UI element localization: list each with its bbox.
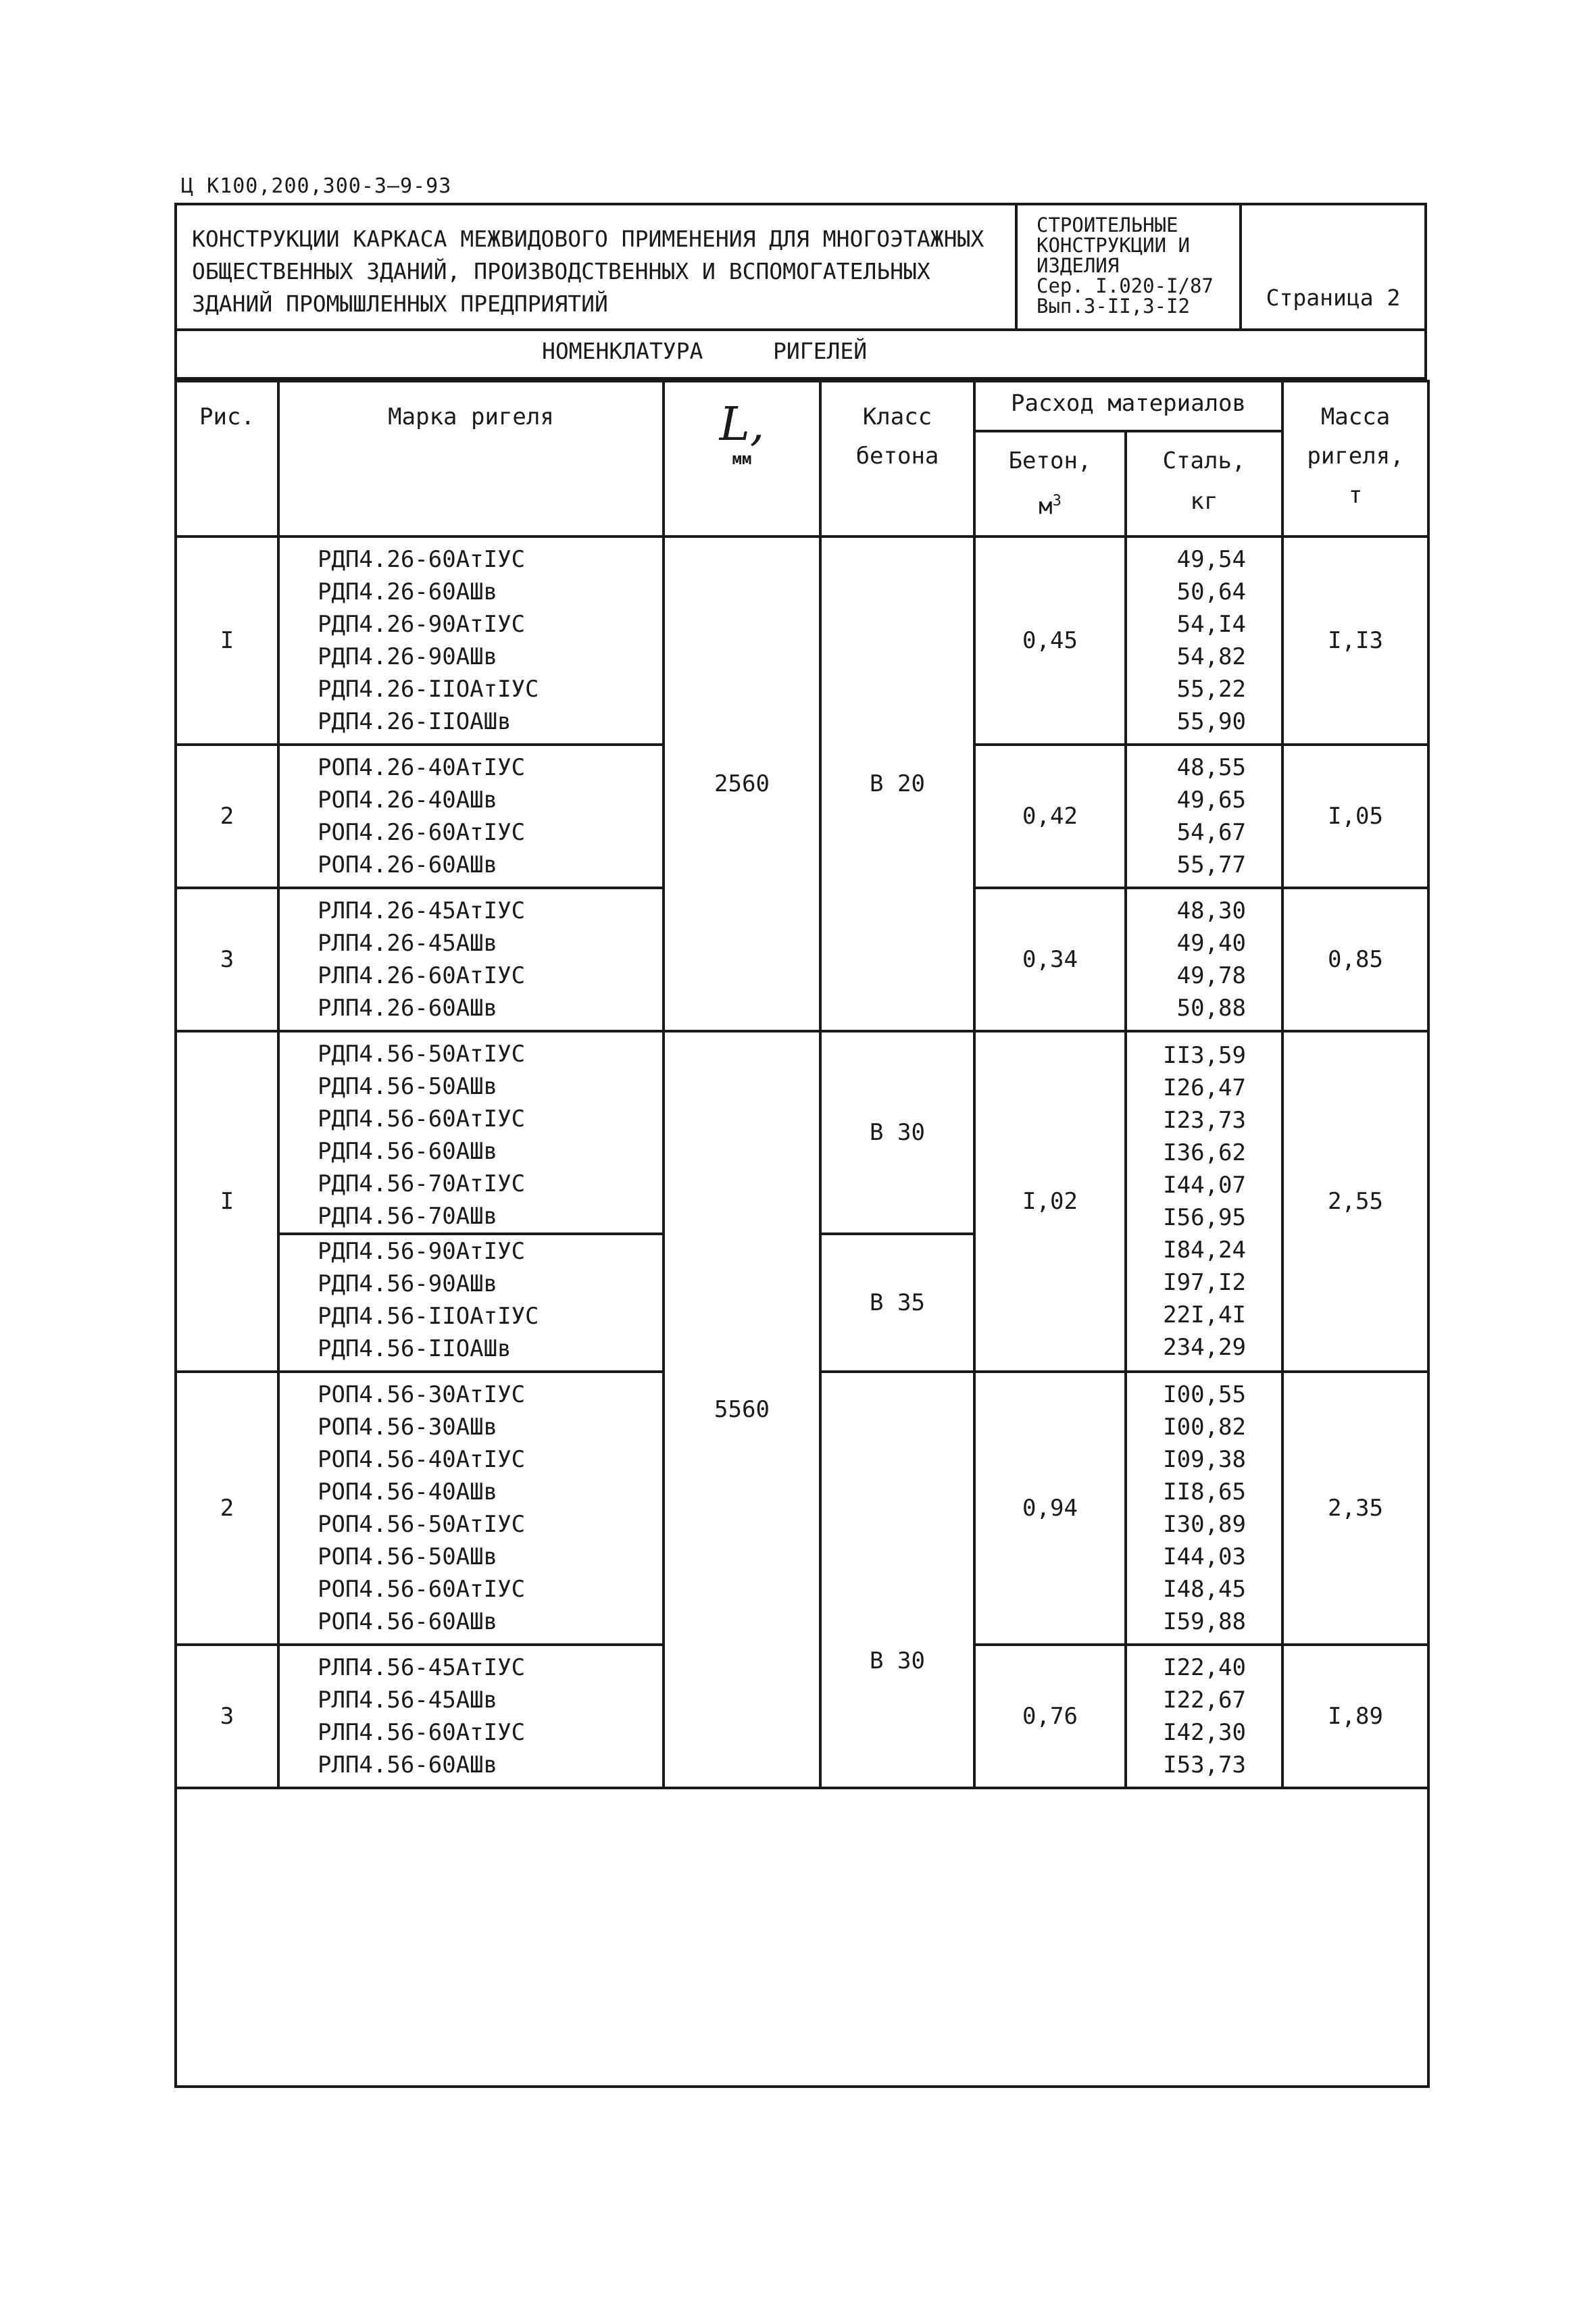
col-header-mass: [1282, 381, 1428, 537]
concrete-volume-cell: 0,45: [974, 537, 1126, 745]
mark-item: РОП4.56-60АтIУС: [318, 1576, 526, 1603]
mark-item: РДП4.26-60АШв: [318, 578, 498, 605]
steel-value: 54,82: [1176, 643, 1246, 670]
mark-item: РОП4.26-60АШв: [318, 851, 498, 878]
concrete-class-cell: В 30: [820, 1372, 974, 1788]
header-text: 3: [1052, 493, 1062, 509]
concrete-class-cell: В 30: [820, 1031, 974, 1234]
mark-item: РДП4.26-60АтIУС: [318, 546, 526, 573]
fig-cell: I: [176, 1031, 278, 1372]
empty-area: [176, 1788, 1428, 2087]
marks-cell: [278, 537, 664, 745]
title-line: КОНСТРУКЦИИ КАРКАСА МЕЖВИДОВОГО ПРИМЕНЕНИЯ ДЛЯ МНОГОЭТАЖНЫХ: [192, 226, 984, 252]
mark-item: РОП4.56-30АтIУС: [318, 1381, 526, 1408]
page-number: Страница 2: [1239, 205, 1424, 328]
steel-value: I09,38: [1163, 1446, 1246, 1473]
mark-item: РЛП4.26-45АтIУС: [318, 897, 526, 924]
concrete-volume-cell: 0,94: [974, 1372, 1126, 1645]
concrete-volume-cell: 0,42: [974, 745, 1126, 888]
mass-cell: I,I3: [1282, 537, 1428, 745]
fig-cell: 3: [176, 888, 278, 1031]
steel-value: I97,I2: [1163, 1269, 1246, 1296]
mark-item: РДП4.56-70АШв: [318, 1203, 498, 1230]
section-title-word: НОМЕНКЛАТУРА: [542, 338, 703, 364]
steel-value: I48,45: [1163, 1576, 1246, 1603]
mark-item: РДП4.56-70АтIУС: [318, 1170, 526, 1197]
steel-value: 50,88: [1176, 995, 1246, 1022]
header-text: Масса: [1320, 403, 1391, 430]
steel-value: 49,54: [1176, 546, 1246, 573]
series-line: Сер. I.020-I/87: [1037, 274, 1214, 297]
steel-value: 50,64: [1176, 578, 1246, 605]
steel-value: I00,82: [1163, 1414, 1246, 1441]
steel-value: I22,67: [1163, 1687, 1246, 1714]
col-header-mark: Марка ригеля: [278, 381, 664, 537]
length-cell: 5560: [664, 1031, 820, 1788]
steel-cell: [1126, 745, 1282, 888]
mark-item: РОП4.56-50АШв: [318, 1543, 498, 1570]
header-text: т: [1348, 482, 1363, 509]
steel-value: II8,65: [1163, 1478, 1246, 1505]
mark-item: РЛП4.56-45АШв: [318, 1687, 498, 1714]
title-line: ОБЩЕСТВЕННЫХ ЗДАНИЙ, ПРОИЗВОДСТВЕННЫХ И ВСПОМОГАТЕЛЬНЫХ: [192, 258, 930, 284]
mark-item: РДП4.26-IIОАШв: [318, 708, 512, 735]
length-unit: мм: [732, 449, 752, 468]
steel-value: 55,77: [1176, 851, 1246, 878]
mass-cell: I,89: [1282, 1645, 1428, 1788]
mark-item: РДП4.56-50АШв: [318, 1073, 498, 1100]
series-line: КОНСТРУКЦИИ И: [1037, 234, 1190, 257]
title-line: ЗДАНИЙ ПРОМЫШЛЕННЫХ ПРЕДПРИЯТИЙ: [192, 291, 608, 317]
mark-item: РОП4.26-40АтIУС: [318, 754, 526, 781]
mark-item: РОП4.56-30АШв: [318, 1414, 498, 1441]
document-code: Ц К100,200,300-3—9-93: [181, 174, 452, 198]
mark-item: РДП4.56-IIОАтIУС: [318, 1303, 539, 1330]
col-header-fig: Рис.: [176, 381, 278, 537]
mark-item: РОП4.56-50АтIУС: [318, 1511, 526, 1538]
marks-cell: [278, 1234, 664, 1372]
steel-value: 48,30: [1176, 897, 1246, 924]
mark-item: РДП4.56-90АШв: [318, 1270, 498, 1297]
series-line: ИЗДЕЛИЯ: [1037, 254, 1120, 277]
mark-item: РЛП4.26-60АтIУС: [318, 962, 526, 989]
steel-value: I22,40: [1163, 1654, 1246, 1681]
mass-cell: 0,85: [1282, 888, 1428, 1031]
mark-item: РЛП4.56-45АтIУС: [318, 1654, 526, 1681]
marks-cell: [278, 1645, 664, 1788]
mark-item: РЛП4.56-60АШв: [318, 1751, 498, 1778]
mass-cell: I,05: [1282, 745, 1428, 888]
steel-value: I26,47: [1163, 1074, 1246, 1101]
table-row: [176, 1031, 1428, 1234]
mark-item: РДП4.26-90АШв: [318, 643, 498, 670]
steel-value: 22I,4I: [1163, 1301, 1246, 1328]
concrete-volume-cell: 0,34: [974, 888, 1126, 1031]
steel-value: 234,29: [1163, 1334, 1246, 1361]
steel-value: 49,65: [1176, 787, 1246, 814]
marks-cell: [278, 745, 664, 888]
concrete-volume-cell: 0,76: [974, 1645, 1126, 1788]
steel-value: I36,62: [1163, 1139, 1246, 1166]
col-header-materials: Расход материалов: [974, 381, 1282, 431]
steel-value: I56,95: [1163, 1204, 1246, 1231]
concrete-volume-cell: I,02: [974, 1031, 1126, 1372]
marks-cell: [278, 1372, 664, 1645]
steel-value: II3,59: [1163, 1042, 1246, 1069]
steel-value: I59,88: [1163, 1608, 1246, 1635]
fig-cell: 3: [176, 1645, 278, 1788]
steel-value: 55,90: [1176, 708, 1246, 735]
mark-item: РОП4.56-40АтIУС: [318, 1446, 526, 1473]
mark-item: РДП4.26-IIОАтIУС: [318, 676, 539, 703]
table-header-row: [176, 381, 1428, 431]
mass-cell: 2,55: [1282, 1031, 1428, 1372]
header-text: м: [1039, 493, 1053, 520]
col-header-concrete-class: [820, 381, 974, 537]
fig-cell: 2: [176, 745, 278, 888]
mark-item: РОП4.56-60АШв: [318, 1608, 498, 1635]
steel-value: I84,24: [1163, 1237, 1246, 1264]
series-line: Вып.3-II,3-I2: [1037, 295, 1190, 318]
steel-cell: [1126, 1031, 1282, 1372]
concrete-class-cell: В 35: [820, 1234, 974, 1372]
steel-cell: [1126, 1645, 1282, 1788]
mark-item: РОП4.56-40АШв: [318, 1478, 498, 1505]
nomenclature-table: [174, 380, 1430, 2088]
series-block: [1015, 205, 1239, 328]
mark-item: РЛП4.56-60АтIУС: [318, 1719, 526, 1746]
col-header-concrete-volume: [974, 431, 1126, 537]
steel-value: I30,89: [1163, 1511, 1246, 1538]
steel-value: 55,22: [1176, 676, 1246, 703]
length-symbol: L,: [719, 398, 765, 451]
col-header-steel: [1126, 431, 1282, 537]
steel-value: 54,I4: [1176, 611, 1246, 638]
steel-cell: [1126, 537, 1282, 745]
col-header-length: [664, 381, 820, 537]
header-text: Сталь,: [1162, 447, 1246, 474]
mark-item: РДП4.26-90АтIУС: [318, 611, 526, 638]
steel-value: I00,55: [1163, 1381, 1246, 1408]
mark-item: РДП4.56-60АШв: [318, 1138, 498, 1165]
mark-item: РДП4.56-60АтIУС: [318, 1105, 526, 1132]
mark-item: РДП4.56-90АтIУС: [318, 1238, 526, 1265]
section-title-word: РИГЕЛЕЙ: [773, 338, 868, 364]
table-row: [176, 537, 1428, 745]
steel-value: 49,40: [1176, 930, 1246, 957]
steel-value: 49,78: [1176, 962, 1246, 989]
steel-value: I44,07: [1163, 1172, 1246, 1199]
header-text: Бетон,: [1008, 447, 1092, 474]
section-title: [174, 328, 1427, 380]
mark-item: РЛП4.26-45АШв: [318, 930, 498, 957]
steel-value: I23,73: [1163, 1107, 1246, 1134]
mark-item: РОП4.26-60АтIУС: [318, 819, 526, 846]
header-text: Класс: [862, 403, 932, 430]
marks-cell: [278, 1031, 664, 1234]
steel-value: I44,03: [1163, 1543, 1246, 1570]
steel-value: 48,55: [1176, 754, 1246, 781]
document-title: [177, 205, 1015, 328]
fig-cell: 2: [176, 1372, 278, 1645]
header-text: кг: [1190, 488, 1218, 515]
concrete-class-cell: В 20: [820, 537, 974, 1031]
empty-area-row: [176, 1788, 1428, 2087]
header-text: бетона: [855, 443, 939, 470]
fig-cell: I: [176, 537, 278, 745]
mark-item: РДП4.56-IIОАШв: [318, 1335, 512, 1362]
marks-cell: [278, 888, 664, 1031]
steel-cell: [1126, 1372, 1282, 1645]
steel-value: 54,67: [1176, 819, 1246, 846]
steel-value: I42,30: [1163, 1719, 1246, 1746]
series-line: СТРОИТЕЛЬНЫЕ: [1037, 214, 1178, 237]
title-block: [174, 203, 1427, 331]
steel-cell: [1126, 888, 1282, 1031]
mark-item: РОП4.26-40АШв: [318, 787, 498, 814]
steel-value: I53,73: [1163, 1751, 1246, 1778]
mark-item: РДП4.56-50АтIУС: [318, 1041, 526, 1068]
mass-cell: 2,35: [1282, 1372, 1428, 1645]
mark-item: РЛП4.26-60АШв: [318, 995, 498, 1022]
length-cell: 2560: [664, 537, 820, 1031]
header-text: ригеля,: [1307, 443, 1404, 470]
